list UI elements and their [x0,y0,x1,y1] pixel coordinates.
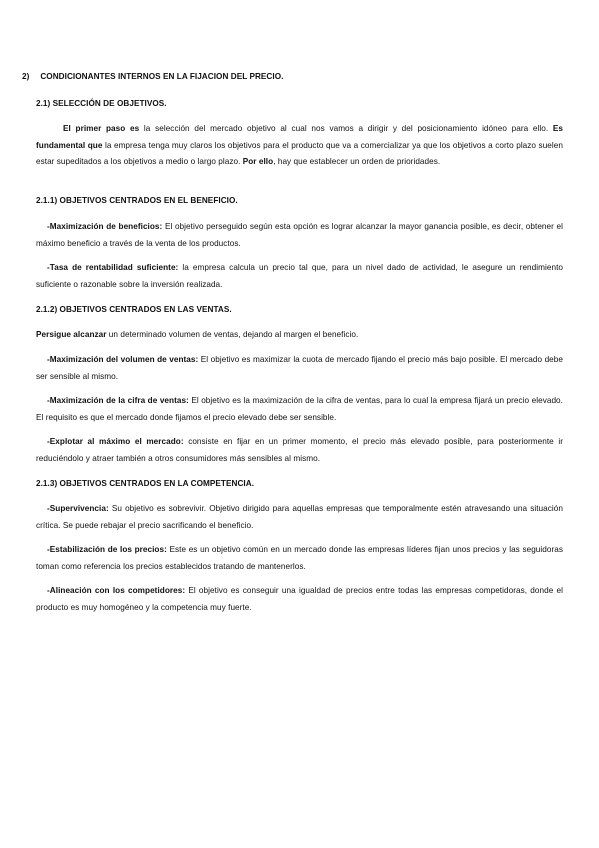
item-label: -Supervivencia: [47,504,109,513]
paragraph-text: , hay que establecer un orden de prioridades. [273,157,441,166]
bold-phrase: Por ello [242,157,274,166]
paragraph-ventas-intro [36,327,563,344]
paragraph-text: un determinado volumen de ventas, dejando al margen el beneficio. [106,330,359,339]
section-heading [22,69,549,86]
bold-phrase: El primer paso es [63,124,140,133]
bold-phrase: Persigue alcanzar [36,330,107,339]
paragraph-seleccion [36,121,563,171]
list-item [36,583,563,616]
list-item [36,352,563,385]
section-title: CONDICIONANTES INTERNOS EN LA FIJACION DEL PRECIO. [40,72,284,81]
section-number: 2) [22,72,30,81]
item-label: -Maximización de beneficios: [47,222,163,231]
list-item [36,501,563,534]
item-text: Este es un objetivo común en un mercado donde las empresas líderes fijan unos precios y las seguidoras toman como referencia los precios establecidos tratando de mantenerlos. [36,545,563,571]
list-item [36,260,563,293]
subsection-heading-2-1-1: 2.1.1) OBJETIVOS CENTRADOS EN EL BENEFICIO. [36,196,238,205]
item-text: Su objetivo es sobrevivir. Objetivo dirigido para aquellas empresas que temporalmente estén atravesando una situación crítica. Se puede rebajar el precio sacrificando el beneficio. [36,504,563,530]
bold-phrase: Es fundamental que [36,124,564,150]
item-label: -Explotar al máximo el mercado: [47,437,184,446]
item-label: -Maximización del volumen de ventas: [47,355,199,364]
item-text: El objetivo perseguido según esta opción es lograr alcanzar la mayor ganancia posible, es decir, obtener el máximo beneficio a través de la venta de los productos. [36,222,564,248]
item-text: la empresa calcula un precio tal que, para un nivel dado de actividad, le asegure un rendimiento suficiente o razonable sobre la inversión realizada. [36,263,564,289]
item-text: El objetivo es maximizar la cuota de mercado fijando el precio más bajo posible. El mercado debe ser sensible al mismo. [36,355,563,381]
item-text: El objetivo es conseguir una igualdad de precios entre todas las empresas competidoras, donde el producto es muy homogéneo y la competencia muy fuerte. [36,586,563,612]
paragraph-text: la selección del mercado objetivo al cual nos vamos a dirigir y del posicionamiento idóneo para ello. [139,124,553,133]
subsection-heading-2-1: 2.1) SELECCIÓN DE OBJETIVOS. [36,99,167,108]
item-label: -Alineación con los competidores: [47,586,186,595]
item-label: -Maximización de la cifra de ventas: [47,396,189,405]
item-label: -Tasa de rentabilidad suficiente: [47,263,179,272]
list-item [36,219,563,252]
list-item [36,542,563,575]
item-label: -Estabilización de los precios: [47,545,167,554]
list-item [36,434,563,467]
list-item [36,393,563,426]
subsection-heading-2-1-3: 2.1.3) OBJETIVOS CENTRADOS EN LA COMPETENCIA. [36,479,255,488]
item-text: El objetivo es la maximización de la cifra de ventas, para lo cual la empresa fijará un precio elevado. El requisito es que el mercado donde fijamos el precio elevado debe ser sensible. [36,396,563,422]
paragraph-text: la empresa tenga muy claros los objetivos para el producto que va a comercializar ya que los objetivos a corto plazo suelen estar supeditados a los objetivos a medio o largo plazo. [36,140,563,166]
subsection-heading-2-1-2: 2.1.2) OBJETIVOS CENTRADOS EN LAS VENTAS. [36,305,232,314]
item-text: consiste en fijar en un primer momento, el precio más elevado posible, para posteriormente ir reduciéndolo y atraer también a otros consumidores más sensibles al mismo. [36,437,563,463]
